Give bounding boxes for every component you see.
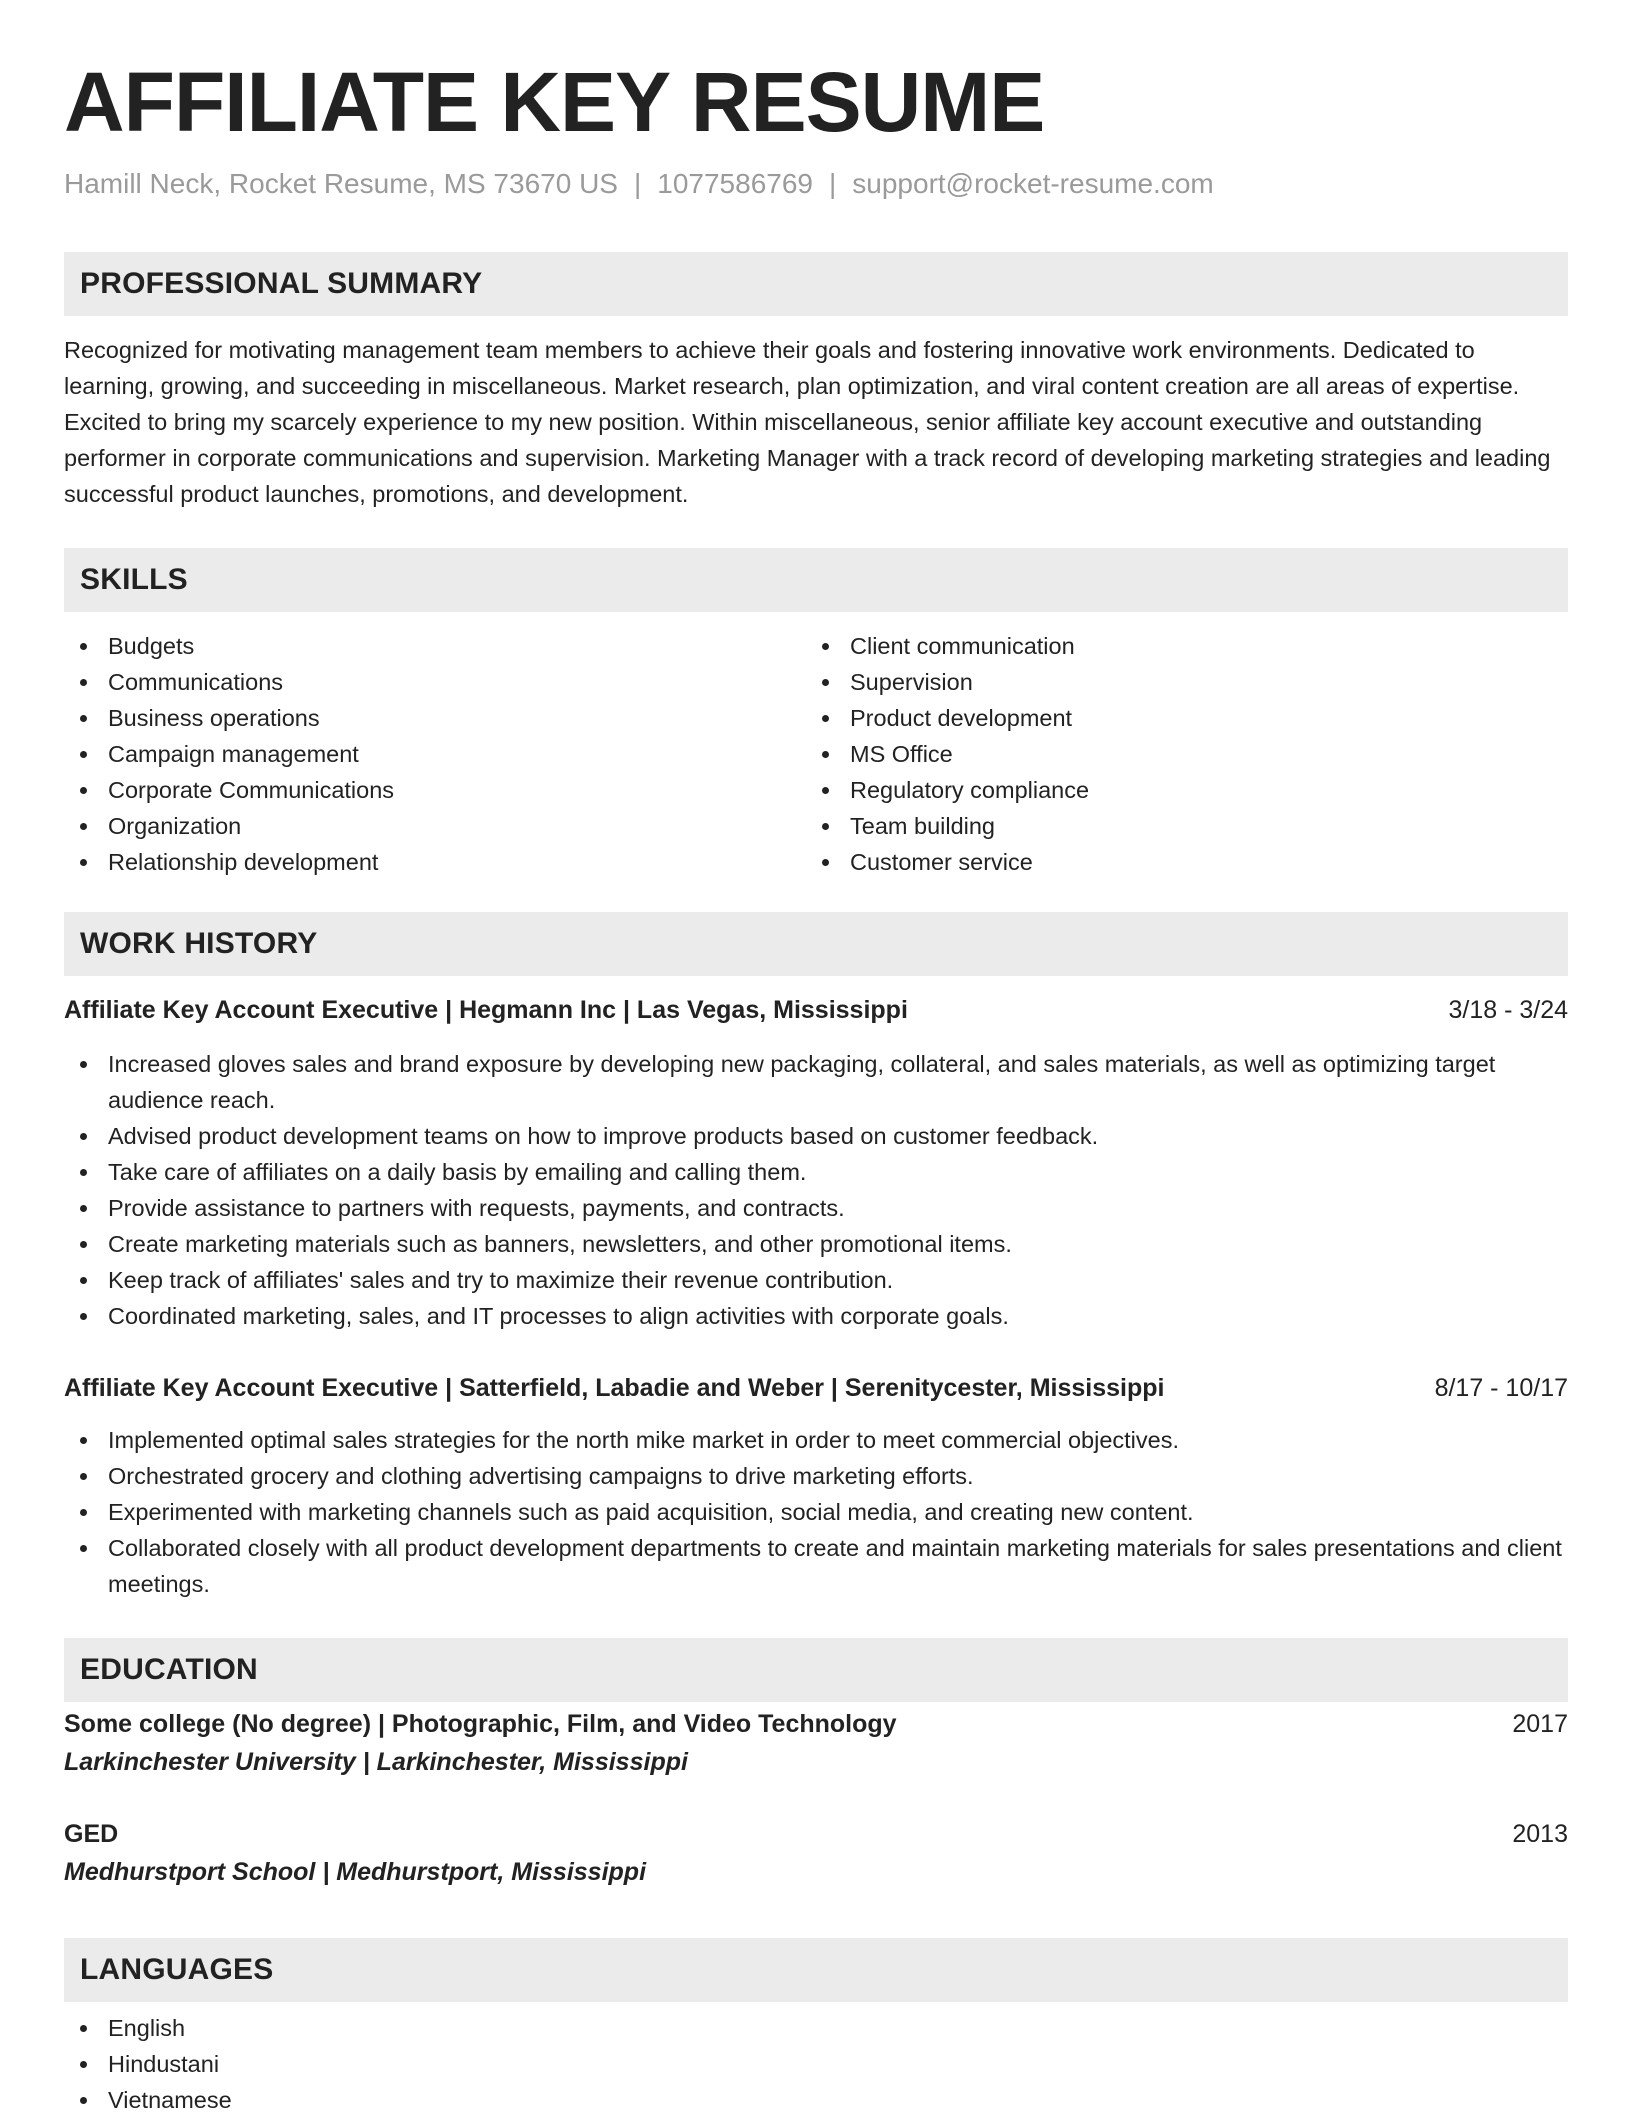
section-heading-skills: SKILLS [64, 548, 1568, 612]
contact-separator: | [633, 168, 642, 199]
skill-item: Product development [806, 700, 1548, 736]
job-bullet: Collaborated closely with all product development departments to create and maintain marketing materials for sales presentations and client meetings. [64, 1530, 1568, 1602]
education-year: 2017 [1512, 1710, 1568, 1738]
language-item: Vietnamese [64, 2082, 1568, 2118]
education-entry [64, 1706, 1568, 1780]
section-heading-languages: LANGUAGES [64, 1938, 1568, 2002]
section-heading-summary: PROFESSIONAL SUMMARY [64, 252, 1568, 316]
skill-item: Budgets [64, 628, 806, 664]
education-entry [64, 1816, 1568, 1890]
job-bullet: Create marketing materials such as banners, newsletters, and other promotional items. [64, 1226, 1568, 1262]
job-bullet: Advised product development teams on how to improve products based on customer feedback. [64, 1118, 1568, 1154]
job-bullets [64, 1046, 1568, 1334]
education-header [64, 1816, 1568, 1852]
job-dates: 8/17 - 10/17 [1434, 1374, 1568, 1402]
section-heading-education: EDUCATION [64, 1638, 1568, 1702]
skill-item: Corporate Communications [64, 772, 806, 808]
education-degree: GED [64, 1820, 119, 1848]
contact-phone: 1077586769 [657, 168, 813, 199]
education-degree: Some college (No degree) | Photographic, Film, and Video Technology [64, 1710, 897, 1738]
job-header [64, 992, 1568, 1028]
skill-item: Communications [64, 664, 806, 700]
skills-column-left [64, 628, 806, 880]
job-bullets [64, 1422, 1568, 1602]
education-school: Medhurstport School | Medhurstport, Mississippi [64, 1858, 647, 1886]
skill-item: Customer service [806, 844, 1548, 880]
languages-list [64, 2010, 1568, 2118]
contact-line [64, 166, 1568, 202]
job-bullet: Keep track of affiliates' sales and try to maximize their revenue contribution. [64, 1262, 1568, 1298]
summary-text: Recognized for motivating management team members to achieve their goals and fostering innovative work environments. Dedicated to learning, growing, and succeeding in miscellaneous. Market research, plan optimization, and viral content creation are all areas of expertise. Excited to bring my scarcely experience to my new position. Within miscellaneous, senior affiliate key account executive and outstanding performer in corporate communications and supervision. Marketing Manager with a track record of developing marketing strategies and leading successful product launches, promotions, and development. [64, 337, 1551, 507]
language-item: Hindustani [64, 2046, 1568, 2082]
skill-item: Regulatory compliance [806, 772, 1548, 808]
job-title: Affiliate Key Account Executive | Hegmann Inc | Las Vegas, Mississippi [64, 996, 908, 1024]
skills-list [64, 628, 1568, 880]
skill-item: Organization [64, 808, 806, 844]
job-entry [64, 992, 1568, 1334]
skill-item: MS Office [806, 736, 1548, 772]
contact-separator: | [829, 168, 837, 199]
contact-email[interactable]: support@rocket-resume.com [852, 168, 1214, 199]
job-bullet: Implemented optimal sales strategies for the north mike market in order to meet commercial objectives. [64, 1422, 1568, 1458]
education-header [64, 1706, 1568, 1742]
education-school: Larkinchester University | Larkinchester, Mississippi [64, 1748, 688, 1776]
job-bullet: Coordinated marketing, sales, and IT processes to align activities with corporate goals. [64, 1298, 1568, 1334]
language-item: English [64, 2010, 1568, 2046]
job-bullet: Take care of affiliates on a daily basis by emailing and calling them. [64, 1154, 1568, 1190]
section-heading-work-history: WORK HISTORY [64, 912, 1568, 976]
skills-column-right [806, 628, 1548, 880]
contact-address: Hamill Neck, Rocket Resume, MS 73670 US [64, 168, 618, 199]
job-header [64, 1370, 1568, 1406]
skill-item: Relationship development [64, 844, 806, 880]
resume-page [64, 52, 1568, 2113]
skill-item: Supervision [806, 664, 1548, 700]
skill-item: Team building [806, 808, 1548, 844]
job-bullet: Increased gloves sales and brand exposure by developing new packaging, collateral, and sales materials, as well as optimizing target audience reach. [64, 1046, 1568, 1118]
job-bullet: Orchestrated grocery and clothing advertising campaigns to drive marketing efforts. [64, 1458, 1568, 1494]
job-bullet: Provide assistance to partners with requests, payments, and contracts. [64, 1190, 1568, 1226]
skill-item: Client communication [806, 628, 1548, 664]
job-bullet: Experimented with marketing channels such as paid acquisition, social media, and creating new content. [64, 1494, 1568, 1530]
skill-item: Campaign management [64, 736, 806, 772]
resume-name: AFFILIATE KEY RESUME [64, 55, 1045, 149]
education-year: 2013 [1512, 1820, 1568, 1848]
skill-item: Business operations [64, 700, 806, 736]
job-dates: 3/18 - 3/24 [1448, 996, 1568, 1024]
job-entry [64, 1370, 1568, 1602]
job-title: Affiliate Key Account Executive | Satterfield, Labadie and Weber | Serenitycester, Mississippi [64, 1374, 1165, 1402]
